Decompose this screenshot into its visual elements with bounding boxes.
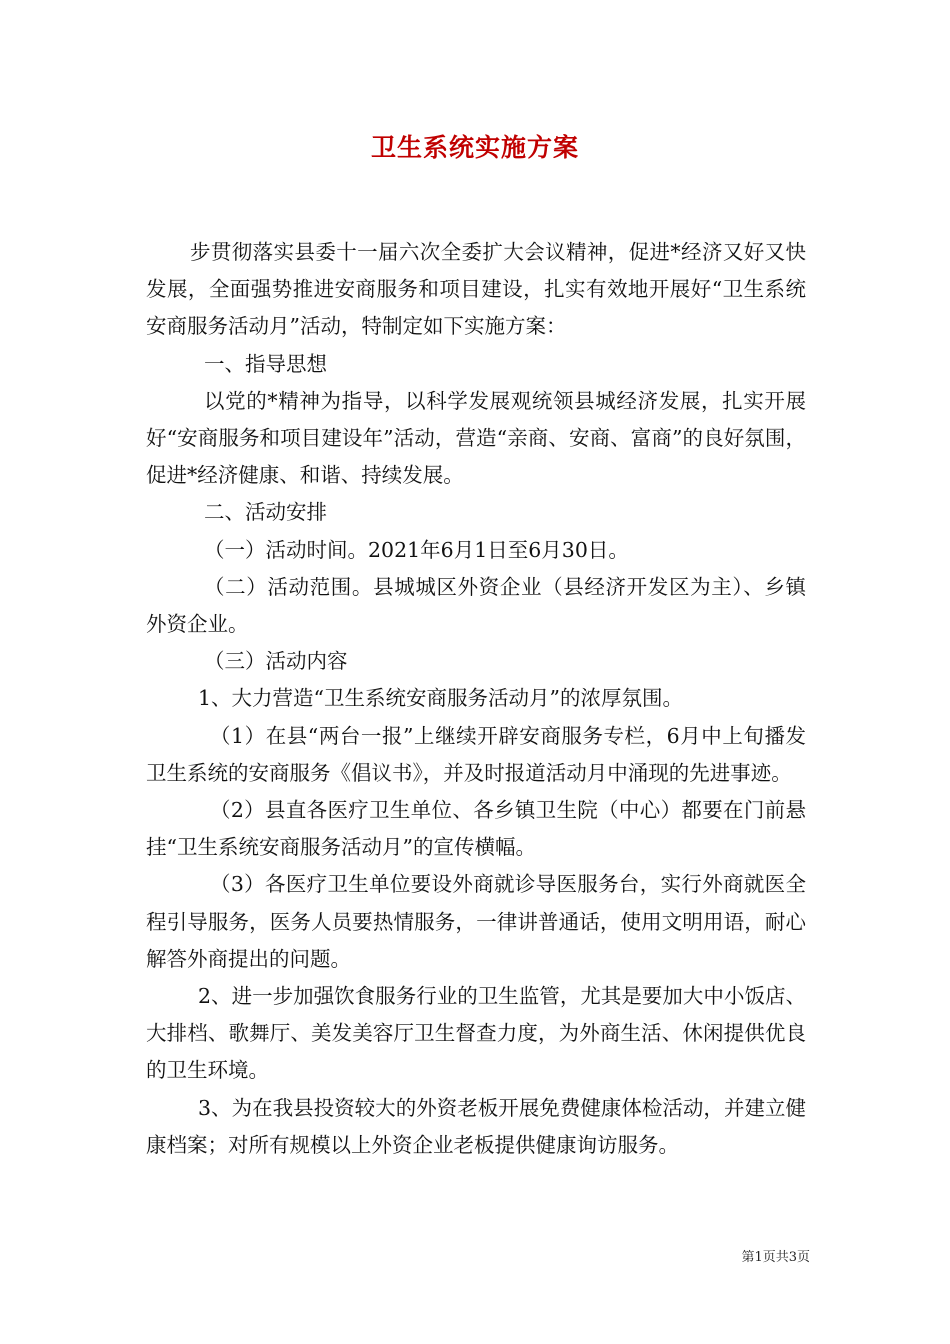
activity-content-heading: （三）活动内容 — [204, 649, 348, 674]
content-subitem-3: （3）各医疗卫生单位要设外商就诊导医服务台，实行外商就医全程引导服务，医务人员要热情服务，一律讲普通话，使用文明用语，耐心解答外商提出的问题。 — [146, 872, 806, 971]
content-item-2: 2、进一步加强饮食服务行业的卫生监管，尤其是要加大中小饭店、大排档、歌舞厅、美发美容厅卫生督查力度，为外商生活、休闲提供优良的卫生环境。 — [146, 984, 806, 1083]
intro-paragraph: 步贯彻落实县委十一届六次全委扩大会议精神，促进*经济又好又快发展，全面强势推进安商服务和项目建设，扎实有效地开展好“卫生系统安商服务活动月”活动，特制定如下实施方案： — [146, 240, 806, 339]
section-heading-activity-arrangement: 二、活动安排 — [204, 500, 327, 525]
guiding-ideology-paragraph: 以党的*精神为指导，以科学发展观统领县城经济发展，扎实开展好“安商服务和项目建设年”活动，营造“亲商、安商、富商”的良好氛围，促进*经济健康、和谐、持续发展。 — [146, 388, 806, 488]
activity-scope-paragraph: （二）活动范围。县城城区外资企业（县经济开发区为主）、乡镇外资企业。 — [146, 574, 806, 637]
section-heading-guiding-ideology: 一、指导思想 — [204, 351, 327, 376]
activity-time-paragraph: （一）活动时间。2021年6月1日至6月30日。 — [204, 537, 629, 562]
page-indicator: 第1页共3页 — [741, 1250, 810, 1265]
content-subitem-2: （2）县直各医疗卫生单位、各乡镇卫生院（中心）都要在门前悬挂“卫生系统安商服务活动月”的宣传横幅。 — [146, 798, 806, 860]
content-item-3: 3、为在我县投资较大的外资老板开展免费健康体检活动，并建立健康档案；对所有规模以上外资企业老板提供健康询访服务。 — [146, 1095, 806, 1157]
document-title: 卫生系统实施方案 — [370, 133, 579, 162]
content-item-1: 1、大力营造“卫生系统安商服务活动月”的浓厚氛围。 — [198, 686, 684, 711]
content-subitem-1: （1）在县“两台一报”上继续开辟安商服务专栏，6月中上旬播发卫生系统的安商服务《倡议书》，并及时报道活动月中涌现的先进事迹。 — [146, 723, 806, 785]
document-body — [146, 234, 806, 1164]
